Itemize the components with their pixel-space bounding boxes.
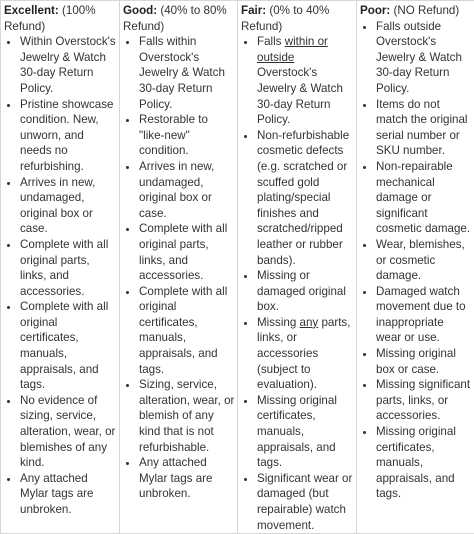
list-item: • Non-refurbishable cosmetic defects (e.g. scratched or scuffed gold plating/special finishes and scratched/ripped leather or rubber bands). bbox=[257, 128, 354, 268]
column-header bbox=[241, 3, 354, 34]
underlined-text: within or outside bbox=[257, 35, 328, 64]
list-item: • Complete with all original parts, links, and accessories. bbox=[139, 221, 235, 283]
refund-range: (40% to 80% Refund) bbox=[123, 4, 227, 33]
criteria-list bbox=[4, 34, 117, 517]
refund-range: (0% to 40% Refund) bbox=[241, 4, 329, 33]
list-item: • Damaged watch movement due to inappropriate wear or use. bbox=[376, 284, 472, 346]
list-item: • Items do not match the original serial number or SKU number. bbox=[376, 97, 472, 159]
table-row bbox=[1, 1, 474, 534]
list-item: • Complete with all original certificates, manuals, appraisals, and tags. bbox=[139, 284, 235, 378]
criteria-list bbox=[123, 34, 235, 502]
column-header bbox=[360, 3, 472, 19]
list-item: • Any attached Mylar tags are unbroken. bbox=[20, 471, 117, 518]
grade-label: Poor: bbox=[360, 4, 390, 17]
list-item: • Pristine showcase condition. New, unworn, and needs no refurbishing. bbox=[20, 97, 117, 175]
list-item: • Non-repairable mechanical damage or significant cosmetic damage. bbox=[376, 159, 472, 237]
column-good bbox=[120, 1, 238, 534]
list-item: • Missing significant parts, links, or accessories. bbox=[376, 377, 472, 424]
list-item: • Falls within Overstock's Jewelry & Watch 30-day Return Policy. bbox=[139, 34, 235, 112]
list-item: • Falls within or outside Overstock's Jewelry & Watch 30-day Return Policy. bbox=[257, 34, 354, 128]
list-item: • Complete with all original certificates, manuals, appraisals, and tags. bbox=[20, 299, 117, 393]
column-header bbox=[123, 3, 235, 34]
list-item: • Missing original box or case. bbox=[376, 346, 472, 377]
list-item: • Arrives in new, undamaged, original box or case. bbox=[139, 159, 235, 221]
column-excellent bbox=[1, 1, 120, 534]
list-item: • No evidence of sizing, service, alteration, wear, or blemishes of any kind. bbox=[20, 393, 117, 471]
column-header bbox=[4, 3, 117, 34]
list-item: • Any attached Mylar tags are unbroken. bbox=[139, 455, 235, 502]
refund-range: (NO Refund) bbox=[394, 4, 460, 17]
list-item: • Missing any parts, links, or accessories (subject to evaluation). bbox=[257, 315, 354, 393]
criteria-list bbox=[241, 34, 354, 533]
column-poor bbox=[357, 1, 474, 534]
grade-label: Excellent: bbox=[4, 4, 59, 17]
list-item: • Missing or damaged original box. bbox=[257, 268, 354, 315]
list-item: • Falls outside Overstock's Jewelry & Watch 30-day Return Policy. bbox=[376, 19, 472, 97]
list-item: • Complete with all original parts, links, and accessories. bbox=[20, 237, 117, 299]
refund-range: (100% Refund) bbox=[4, 4, 96, 33]
criteria-list bbox=[360, 19, 472, 502]
list-item: • Wear, blemishes, or cosmetic damage. bbox=[376, 237, 472, 284]
grade-label: Fair: bbox=[241, 4, 266, 17]
list-item: • Sizing, service, alteration, wear, or blemish of any kind that is not refurbishable. bbox=[139, 377, 235, 455]
list-item: • Within Overstock's Jewelry & Watch 30-day Return Policy. bbox=[20, 34, 117, 96]
column-fair bbox=[238, 1, 357, 534]
list-item: • Significant wear or damaged (but repairable) watch movement. bbox=[257, 471, 354, 533]
list-item: • Arrives in new, undamaged, original box or case. bbox=[20, 175, 117, 237]
list-item: • Restorable to "like-new" condition. bbox=[139, 112, 235, 159]
underlined-text: any bbox=[300, 316, 319, 329]
grade-label: Good: bbox=[123, 4, 157, 17]
list-item: • Missing original certificates, manuals, appraisals, and tags. bbox=[376, 424, 472, 502]
list-item: • Missing original certificates, manuals, appraisals, and tags. bbox=[257, 393, 354, 471]
